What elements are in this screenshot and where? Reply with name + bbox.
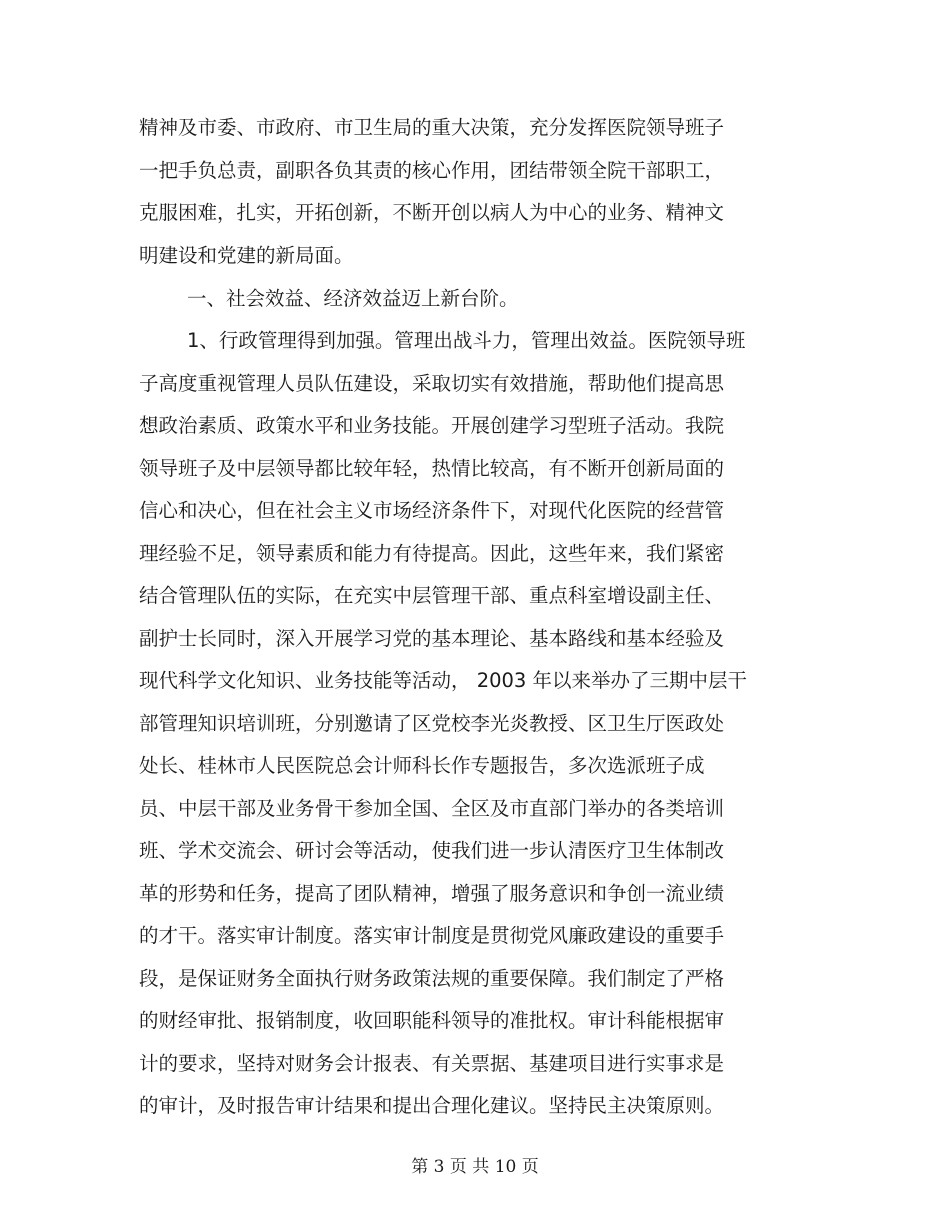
text-line: 的财经审批、报销制度，收回职能科领导的准批权。审计科能根据审 (139, 1009, 725, 1032)
text-line: 副护士长同时，深入开展学习党的基本理论、基本路线和基本经验及 (139, 627, 725, 650)
text-line: 计的要求，坚持对财务会计报表、有关票据、基建项目进行实事求是 (139, 1052, 725, 1075)
text-line: 段，是保证财务全面执行财务政策法规的重要保障。我们制定了严格 (139, 967, 725, 990)
text-line: 结合管理队伍的实际，在充实中层管理干部、重点科室增设副主任、 (139, 584, 725, 607)
text-line: 领导班子及中层领导都比较年轻，热情比较高，有不断开创新局面的 (139, 457, 725, 480)
page-number-footer: 第 3 页 共 10 页 (411, 1157, 539, 1177)
text-line: 明建设和党建的新局面。 (139, 244, 354, 267)
text-line: 克服困难，扎实，开拓创新，不断开创以病人为中心的业务、精神文 (139, 201, 725, 224)
text-line: 子高度重视管理人员队伍建设，采取切实有效措施，帮助他们提高思 (139, 372, 725, 395)
text-line: 革的形势和任务，提高了团队精神，增强了服务意识和争创一流业绩 (139, 882, 725, 905)
text-line: 班、学术交流会、研讨会等活动，使我们进一步认清医疗卫生体制改 (139, 839, 725, 862)
section-heading: 一、社会效益、经济效益迈上新台阶。 (187, 287, 519, 310)
text-line: 部管理知识培训班，分别邀请了区党校李光炎教授、区卫生厅医政处 (139, 712, 725, 735)
text-line: 精神及市委、市政府、市卫生局的重大决策，充分发挥医院领导班子 (139, 116, 725, 139)
text-line: 处长、桂林市人民医院总会计师科长作专题报告，多次选派班子成 (139, 754, 705, 777)
text-line: 信心和决心，但在社会主义市场经济条件下，对现代化医院的经营管 (139, 499, 725, 522)
text-line: 员、中层干部及业务骨干参加全国、全区及市直部门举办的各类培训 (139, 797, 725, 820)
text-line: 1、行政管理得到加强。管理出战斗力，管理出效益。医院领导班 (187, 329, 746, 352)
text-line: 理经验不足，领导素质和能力有待提高。因此，这些年来，我们紧密 (139, 542, 725, 565)
text-line: 的才干。落实审计制度。落实审计制度是贯彻党风廉政建设的重要手 (139, 924, 725, 947)
text-line: 的审计，及时报告审计结果和提出合理化建议。坚持民主决策原则。 (139, 1094, 725, 1117)
text-line: 现代科学文化知识、业务技能等活动， 2003 年以来举办了三期中层干 (139, 669, 748, 692)
text-line: 一把手负总责，副职各负其责的核心作用，团结带领全院干部职工， (139, 159, 725, 182)
text-line: 想政治素质、政策水平和业务技能。开展创建学习型班子活动。我院 (139, 414, 725, 437)
